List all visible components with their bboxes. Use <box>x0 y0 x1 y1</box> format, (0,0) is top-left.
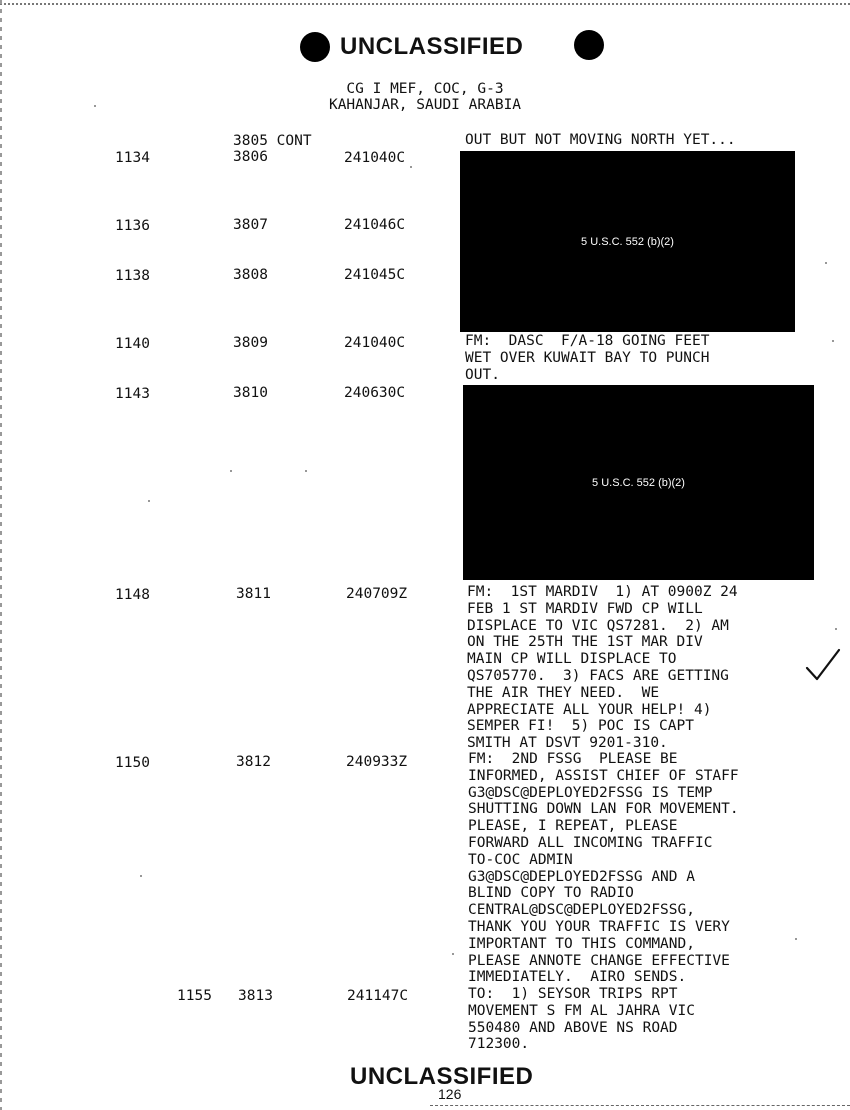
entry-serial: 3812 <box>236 754 271 770</box>
entry-serial: 3811 <box>236 586 271 602</box>
entry-text: TO: 1) SEYSOR TRIPS RPT MOVEMENT S FM AL JAHRA VIC 550480 AND ABOVE NS ROAD 712300. <box>468 986 695 1053</box>
scan-speck <box>140 875 142 877</box>
entry-serial: 3809 <box>233 335 268 351</box>
scan-speck <box>230 470 232 472</box>
entry-dtg: 241147C <box>347 988 409 1004</box>
redaction-block <box>460 151 795 332</box>
entry-serial: 3806 <box>233 149 268 165</box>
entry-time: 1138 <box>115 268 150 284</box>
entry-serial: 3810 <box>233 385 268 401</box>
scan-speck <box>94 105 96 107</box>
scan-left-edge <box>0 0 2 1110</box>
checkmark-icon <box>805 648 841 682</box>
entry-serial: 3807 <box>233 217 268 233</box>
entry-text: FM: 1ST MARDIV 1) AT 0900Z 24 FEB 1 ST MARDIV FWD CP WILL DISPLACE TO VIC QS7281. 2) AM ON THE 25TH THE 1ST MAR DIV MAIN CP WILL DISPLACE TO QS705770. 3) FACS ARE GETTING THE AIR THEY NEED. WE APPRECIATE ALL YOUR HELP! 4) SEMPER FI! 5) POC IS CAPT SMITH AT DSVT 9201-310. <box>467 584 738 752</box>
scan-speck <box>305 470 307 472</box>
cont-label: 3805 CONT <box>233 133 312 149</box>
entry-dtg: 240709Z <box>346 586 408 602</box>
scan-bottom-edge <box>430 1105 850 1106</box>
scan-speck <box>148 500 150 502</box>
scan-top-edge <box>0 3 850 5</box>
redaction-block <box>463 385 814 580</box>
classification-dot-left <box>300 32 330 62</box>
classification-top: UNCLASSIFIED <box>340 33 524 60</box>
entry-dtg: 241040C <box>344 150 406 166</box>
scan-speck <box>825 262 827 264</box>
entry-time: 1150 <box>115 755 150 771</box>
entry-text: FM: 2ND FSSG PLEASE BE INFORMED, ASSIST CHIEF OF STAFF G3@DSC@DEPLOYED2FSSG IS TEMP SHUTTING DOWN LAN FOR MOVEMENT. PLEASE, I REPEAT, PLEASE FORWARD ALL INCOMING TRAFFIC TO-COC ADMIN G3@DSC@DEPLOYED2FSSG AND A BLIND COPY TO RADIO CENTRAL@DSC@DEPLOYED2FSSG, THANK YOU YOUR TRAFFIC IS VERY IMPORTANT TO THIS COMMAND, PLEASE ANNOTE CHANGE EFFECTIVE IMMEDIATELY. AIRO SENDS. <box>468 751 739 986</box>
page-number: 126 <box>438 1086 462 1102</box>
entry-time: 1140 <box>115 336 150 352</box>
scan-speck <box>832 340 834 342</box>
header-line-1: CG I MEF, COC, G-3 <box>346 81 504 97</box>
entry-text: FM: DASC F/A-18 GOING FEET WET OVER KUWAIT BAY TO PUNCH OUT. <box>465 333 710 383</box>
entry-serial: 3813 <box>238 988 273 1004</box>
scan-speck <box>452 953 454 955</box>
classification-bottom: UNCLASSIFIED <box>350 1063 534 1090</box>
entry-dtg: 241045C <box>344 267 406 283</box>
entry-dtg: 241040C <box>344 335 406 351</box>
entry-time: 1134 <box>115 150 150 166</box>
scan-speck <box>795 938 797 940</box>
entry-time: 1136 <box>115 218 150 234</box>
entry-dtg: 241046C <box>344 217 406 233</box>
header-line-2: KAHANJAR, SAUDI ARABIA <box>328 97 522 113</box>
entry-serial: 3808 <box>233 267 268 283</box>
redaction-label: 5 U.S.C. 552 (b)(2) <box>592 476 685 489</box>
scan-speck <box>835 628 837 630</box>
entry-dtg: 240933Z <box>346 754 408 770</box>
entry-time: 1143 <box>115 386 150 402</box>
entry-time: 1148 <box>115 587 150 603</box>
cont-text: OUT BUT NOT MOVING NORTH YET... <box>465 132 736 148</box>
entry-dtg: 240630C <box>344 385 406 401</box>
redaction-label: 5 U.S.C. 552 (b)(2) <box>581 235 674 248</box>
classification-dot-right <box>574 30 604 60</box>
scan-speck <box>410 166 412 168</box>
entry-time: 1155 <box>177 988 212 1004</box>
